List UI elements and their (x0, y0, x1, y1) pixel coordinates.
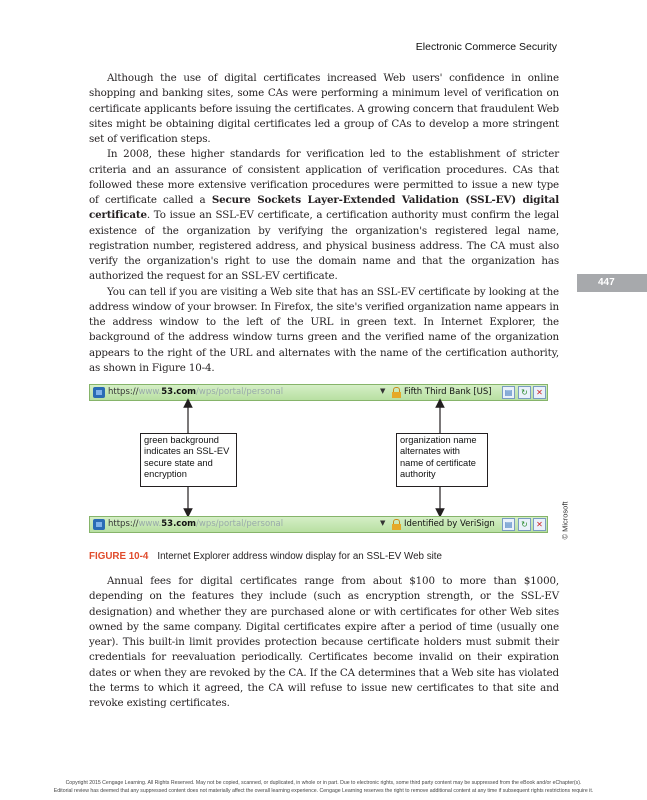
copyright-footer-line-2: Editorial review has deemed that any suppressed content does not materially affect the overall learning experience. Cengage Learning reserves the right to remove additional content at any time if subsequent rights restrictions require it. (53, 788, 594, 794)
callout-left-line: green background (144, 435, 219, 445)
dropdown-arrow-icon[interactable]: ▼ (380, 387, 386, 395)
running-header: Electronic Commerce Security (415, 41, 557, 53)
address-bar-certificate-authority[interactable] (89, 516, 548, 533)
stop-icon[interactable]: ✕ (533, 518, 546, 531)
callout-left-line: indicates an SSL-EV (144, 446, 230, 457)
refresh-icon[interactable]: ↻ (518, 518, 531, 531)
paragraph-1: Although the use of digital certificates increased Web users' confidence in online shopping and banking sites, some CAs were performing a minimum level of verification on certificate applicants before issuing the certificates. A growing concern that fraudulent Web sites might be obtaining digital certificates led a group of CAs to develop a more stringent set of verification steps. (89, 72, 559, 145)
paragraph-3: You can tell if you are visiting a Web site that has an SSL-EV certificate by looking at the address window of your browser. In Firefox, the site's verified organization name appears in the address window to the left of the URL in green text. In Internet Explorer, the background of the address window turns green and the verified name of the organization appears to the right of the URL and alternates with the name of the certification authority, as shown in Figure 10-4. (89, 285, 559, 374)
callout-right-line: authority (400, 469, 436, 480)
figure-caption-text: Internet Explorer address window display for an SSL-EV Web site (157, 551, 442, 562)
url-domain: 53.com (161, 387, 197, 397)
callout-organization-name (396, 433, 488, 487)
body-text-lower (89, 574, 559, 711)
compatibility-view-icon[interactable]: ▤ (502, 518, 515, 531)
compatibility-view-icon[interactable]: ▤ (502, 386, 515, 399)
verified-organization-name[interactable]: Fifth Third Bank [US] (404, 387, 492, 397)
callout-right-line: organization name (400, 435, 477, 445)
paragraph-2-intro: In 2008, these higher standards for verification led to the establishment of stricter criteria and an assurance of consistent application of verification procedures. CAs that followed these more extensive verification procedures were permitted to issue a new type of certificate called a (89, 148, 559, 206)
figure-caption (89, 551, 442, 562)
key-term-ssl-ev: Secure Sockets Layer-Extended Validation (SSL-EV) digital certificate (89, 194, 559, 222)
page-number-tab: 447 (577, 274, 647, 292)
callout-right-line: alternates with (400, 446, 460, 457)
url-protocol: https:// (108, 387, 139, 397)
figure-caption-label: FIGURE 10-4 (89, 551, 149, 562)
url-path: /wps/portal/personal (196, 519, 284, 529)
url-text (108, 519, 283, 529)
callout-left-line: secure state and (144, 457, 213, 468)
callout-green-background (140, 433, 237, 487)
url-www: www. (138, 387, 162, 397)
site-favicon-icon (93, 519, 105, 530)
lock-icon[interactable] (392, 519, 401, 530)
url-www: www. (138, 519, 162, 529)
url-domain: 53.com (161, 519, 197, 529)
figure-credit-text: © Microsoft (560, 501, 570, 540)
refresh-icon[interactable]: ↻ (518, 386, 531, 399)
paragraph-4: Annual fees for digital certificates range from about $100 to more than $1000, depending on the features they include (such as encryption strength, or the SSL-EV designation) and whether they are purchased alone or with certificates for other Web sites owned by the same company. Digital certificates expire after a period of time (usually one year). This built-in limit provides protection because certificate holders must submit their credentials for reevaluation periodically. Certificates become invalid on their expiration dates or when they are revoked by the CA. If the CA determines that a Web site has violated the terms to which it agreed, the CA will refuse to issue new certificates to that site and revoke existing certificates. (89, 575, 559, 709)
copyright-footer-line-1: Copyright 2015 Cengage Learning. All Rights Reserved. May not be copied, scanned, or duplicated, in whole or in part. Due to electronic rights, some third party content may be suppressed from the eBook and/or eChapter(s). (65, 780, 582, 786)
callout-left-line: encryption (144, 469, 187, 480)
stop-icon[interactable]: ✕ (533, 386, 546, 399)
paragraph-2-rest: . To issue an SSL-EV certificate, a certification authority must confirm the legal existence of the organization by verifying the organization's registered legal name, registration number, registered address, and physical business address. The CA must also verify the organization's right to use the domain name and that the organization has authorized the request for an SSL-EV certificate. (89, 209, 559, 283)
certificate-authority-name[interactable]: Identified by VeriSign (404, 519, 495, 529)
dropdown-arrow-icon[interactable]: ▼ (380, 519, 386, 527)
figure-credit (560, 498, 570, 544)
url-protocol: https:// (108, 519, 139, 529)
callout-right-line: name of certificate (400, 457, 476, 468)
url-path: /wps/portal/personal (196, 387, 284, 397)
